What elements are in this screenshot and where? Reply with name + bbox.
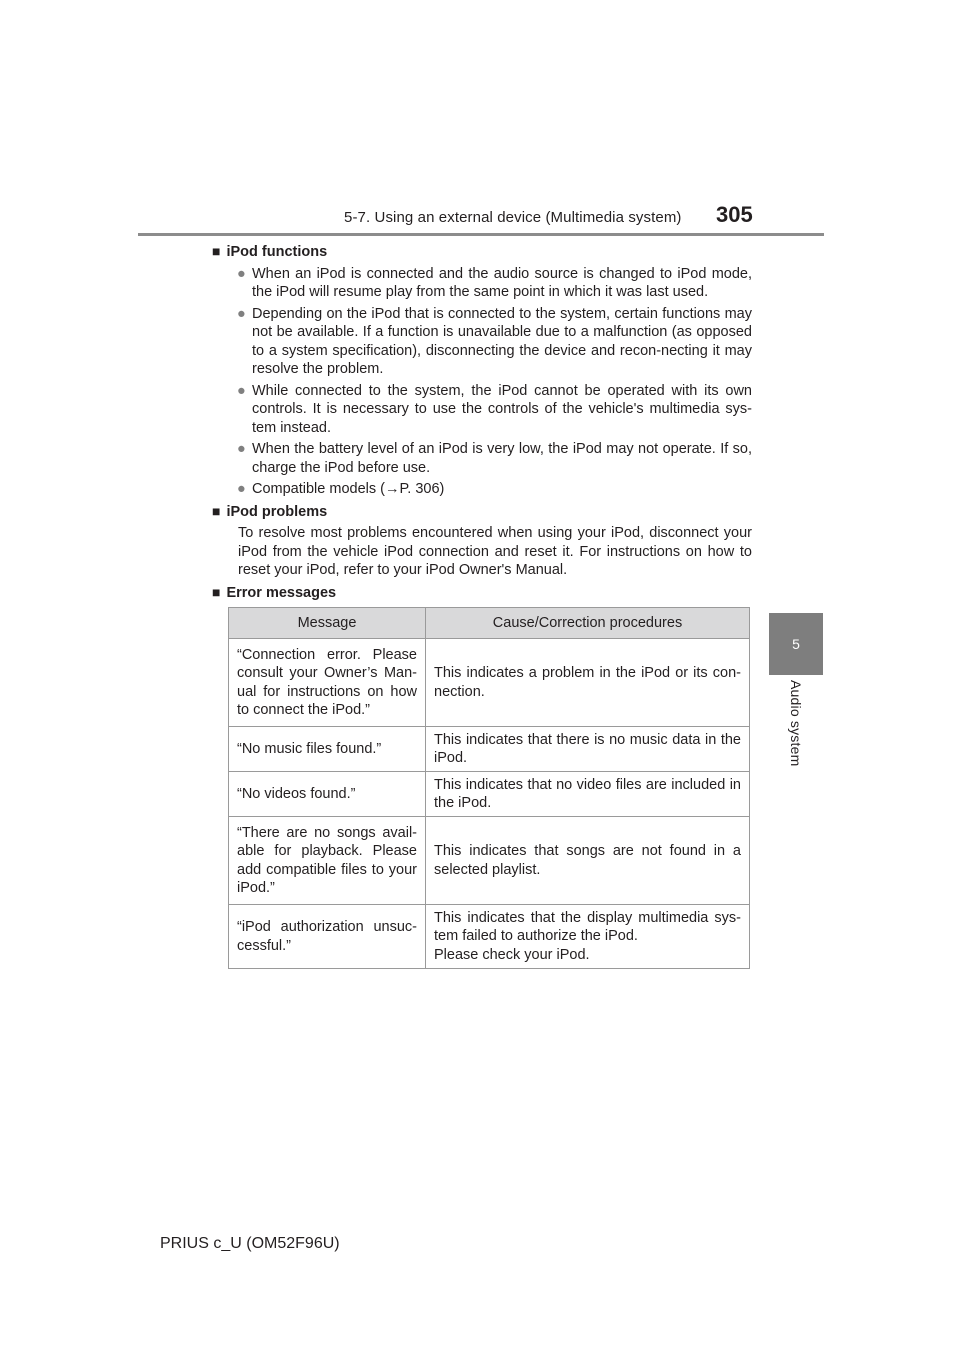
header-message: Message xyxy=(229,608,426,639)
cause-cell: This indicates that songs are not found in a selected playlist. xyxy=(426,817,750,905)
message-cell: “iPod authorization unsuc-cessful.” xyxy=(229,905,426,969)
cause-cell: This indicates a problem in the iPod or its con-nection. xyxy=(426,639,750,727)
bullet-icon: ● xyxy=(237,305,246,322)
bullet-icon: ● xyxy=(237,481,246,497)
list-item: ● While connected to the system, the iPod cannot be operated with its own controls. It is necessary to use the controls of the vehicle's multimedia sys-tem instead. xyxy=(237,382,752,436)
table-row xyxy=(229,772,750,817)
content xyxy=(212,242,752,605)
message-cell: “No videos found.” xyxy=(229,772,426,817)
table-header-row xyxy=(229,608,750,639)
bullet-icon: ● xyxy=(237,382,246,399)
chapter-label: Audio system xyxy=(788,680,804,767)
section-error-messages-heading xyxy=(212,583,752,603)
section-title: Error messages xyxy=(226,584,337,601)
table-row xyxy=(229,639,750,727)
square-bullet-icon: ■ xyxy=(212,502,221,519)
list-item: ● Compatible models (→P. 306) xyxy=(237,481,445,497)
header-rule xyxy=(138,233,824,236)
chapter-number: 5 xyxy=(792,636,800,652)
table-row xyxy=(229,817,750,905)
message-cell: “There are no songs avail-able for playback. Please add compatible files to your iPod.” xyxy=(229,817,426,905)
section-ipod-problems-heading xyxy=(212,502,752,522)
cause-cell: This indicates that no video files are included in the iPod. xyxy=(426,772,750,817)
square-bullet-icon: ■ xyxy=(212,583,221,600)
table-row xyxy=(229,905,750,969)
bullet-icon: ● xyxy=(237,265,246,282)
page-number: 305 xyxy=(716,202,753,227)
list-item: ● When the battery level of an iPod is very low, the iPod may not operate. If so, charge the iPod before use. xyxy=(237,441,752,476)
table-row xyxy=(229,727,750,772)
header-section-title: 5-7. Using an external device (Multimedia system) xyxy=(344,209,682,226)
message-cell: “No music files found.” xyxy=(229,727,426,772)
ipod-problems-text: To resolve most problems encountered when using your iPod, disconnect your iPod from the vehicle iPod connection and reset it. For instructions on how to reset your iPod, refer to your iPod Owner's Manual. xyxy=(238,525,752,578)
square-bullet-icon: ■ xyxy=(212,243,221,259)
section-ipod-functions-heading xyxy=(212,242,752,262)
list-item: ● Depending on the iPod that is connected to the system, certain functions may not be available. If a function is unavailable due to a malfunction (as opposed to a system specification), disconnecting the device and recon-necting it may resolve the problem. xyxy=(237,305,752,377)
header-cause: Cause/Correction procedures xyxy=(426,608,750,639)
section-title: iPod functions xyxy=(226,244,328,260)
cause-cell: This indicates that there is no music data in the iPod. xyxy=(426,727,750,772)
error-messages-table xyxy=(228,607,750,969)
cause-cell: This indicates that the display multimedia sys-tem failed to authorize the iPod. Please check your iPod. xyxy=(426,905,750,969)
section-title: iPod problems xyxy=(226,503,328,520)
list-item: ● When an iPod is connected and the audio source is changed to iPod mode, the iPod will resume play from the same point in which it was last used. xyxy=(237,265,752,300)
message-cell: “Connection error. Please consult your Owner’s Man-ual for instructions on how to connect the iPod.” xyxy=(229,639,426,727)
chapter-tab xyxy=(769,613,823,675)
footer-model: PRIUS c_U (OM52F96U) xyxy=(160,1235,340,1252)
bullet-icon: ● xyxy=(237,441,246,457)
